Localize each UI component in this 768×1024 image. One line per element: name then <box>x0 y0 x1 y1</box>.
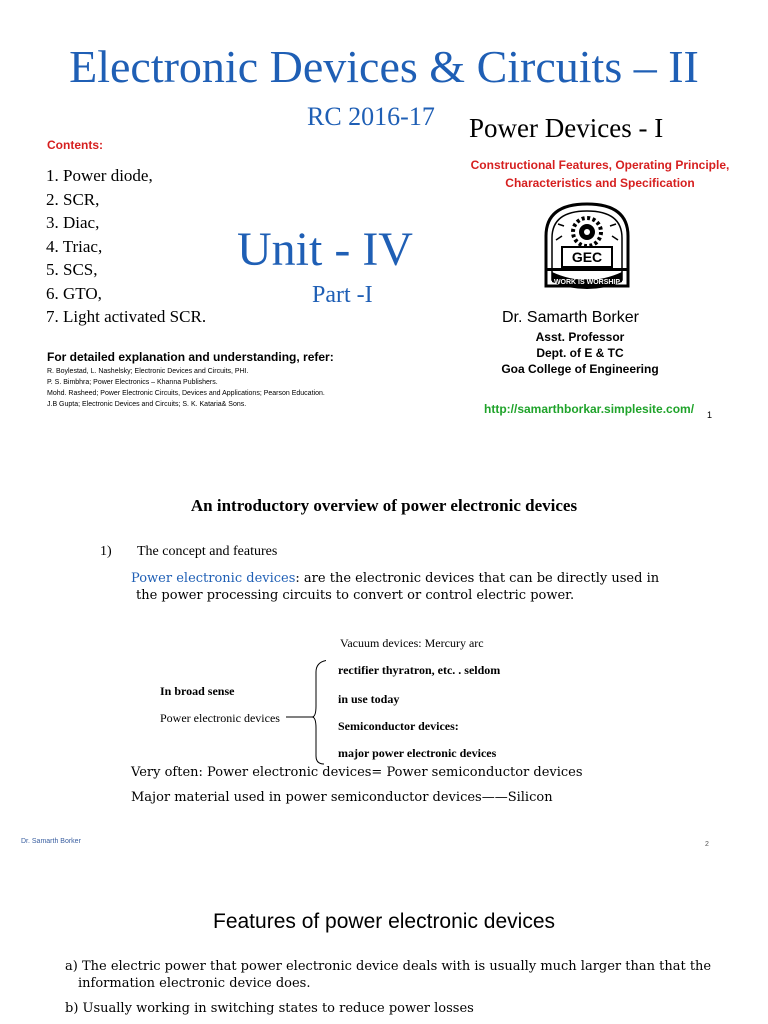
definition <box>131 570 659 604</box>
website-link[interactable]: http://samarthborkar.simplesite.com/ <box>484 402 695 416</box>
contents-item: 6. GTO, <box>46 283 102 303</box>
slide3-title: Features of power electronic devices <box>213 910 555 933</box>
department: Dept. of E & TC <box>536 346 624 360</box>
slide1-title: Electronic Devices & Circuits – II <box>69 41 699 92</box>
definition-term: Power electronic devices <box>131 571 296 586</box>
major-devices: major power electronic devices <box>338 746 497 760</box>
author-affiliation <box>470 329 690 377</box>
refer-heading: For detailed explanation and understanding, refer: <box>47 350 334 364</box>
reference-item: R. Boylestad, L. Nashelsky; Electronic Devices and Circuits, PHI. <box>47 368 249 375</box>
part-heading: Part -I <box>312 282 373 308</box>
contents-list <box>46 164 206 329</box>
contents-item: 1. Power diode, <box>46 166 153 185</box>
feature-a <box>65 958 711 992</box>
subtitle <box>440 156 760 192</box>
rc-year: RC 2016-17 <box>307 102 435 131</box>
definition-line <box>131 570 659 587</box>
semiconductor-devices: Semiconductor devices: <box>338 719 459 733</box>
subtitle-line: Constructional Features, Operating Principle, <box>470 158 730 172</box>
power-devices-heading: Power Devices - I <box>469 113 664 143</box>
reference-list <box>47 366 325 410</box>
contents-item: 4. Triac, <box>46 236 103 256</box>
college: Goa College of Engineering <box>501 362 659 376</box>
contents-heading: Contents: <box>47 138 103 152</box>
definition-rest: : are the electronic devices that can be directly used in <box>295 571 660 586</box>
vacuum-devices: Vacuum devices: Mercury arc <box>340 636 484 650</box>
gec-emblem-text: GEC <box>571 249 603 265</box>
gec-logo-icon <box>532 196 642 294</box>
feature-b: b) Usually working in switching states to reduce power losses <box>65 1001 474 1016</box>
contents-item: 2. SCR, <box>46 189 100 209</box>
in-broad-sense: In broad sense <box>160 684 235 698</box>
gec-motto-text: WORK IS WORSHIP <box>553 279 621 286</box>
contents-item: 7. Light activated SCR. <box>46 307 207 326</box>
very-often-text: Very often: Power electronic devices= Power semiconductor devices <box>131 765 583 780</box>
item-number: 1) <box>100 544 112 559</box>
in-use-today: in use today <box>338 692 400 706</box>
brace-connector <box>286 656 326 768</box>
subtitle-line: Characteristics and Specification <box>505 176 695 190</box>
power-electronic-devices-label: Power electronic devices <box>160 711 280 725</box>
footer-author: Dr. Samarth Borker <box>21 838 81 845</box>
contents-item: 3. Diac, <box>46 213 100 232</box>
reference-item: Mohd. Rasheed; Power Electronic Circuits, Devices and Applications; Pearson Education. <box>47 390 325 397</box>
designation: Asst. Professor <box>535 330 625 344</box>
feature-a-line: a) The electric power that power electronic device deals with is usually much larger than that the <box>65 959 712 974</box>
reference-item: J.B Gupta; Electronic Devices and Circuits; S. K. Kataria& Sons. <box>47 401 247 408</box>
item-text: The concept and features <box>137 544 278 559</box>
slide2-title: An introductory overview of power electronic devices <box>190 496 578 515</box>
author-name: Dr. Samarth Borker <box>502 309 639 326</box>
unit-heading: Unit - IV <box>237 223 413 276</box>
rectifier-text: rectifier thyratron, etc. . seldom <box>338 663 501 677</box>
feature-a-line: information electronic device does. <box>78 976 311 991</box>
page-number: 2 <box>705 841 709 848</box>
definition-line: the power processing circuits to convert or control electric power. <box>136 588 575 603</box>
contents-item: 5. SCS, <box>46 260 98 279</box>
reference-item: P. S. Bimbhra; Power Electronics – Khanna Publishers. <box>47 379 218 386</box>
material-text: Major material used in power semiconductor devices——Silicon <box>131 790 553 805</box>
page-number: 1 <box>707 410 713 420</box>
